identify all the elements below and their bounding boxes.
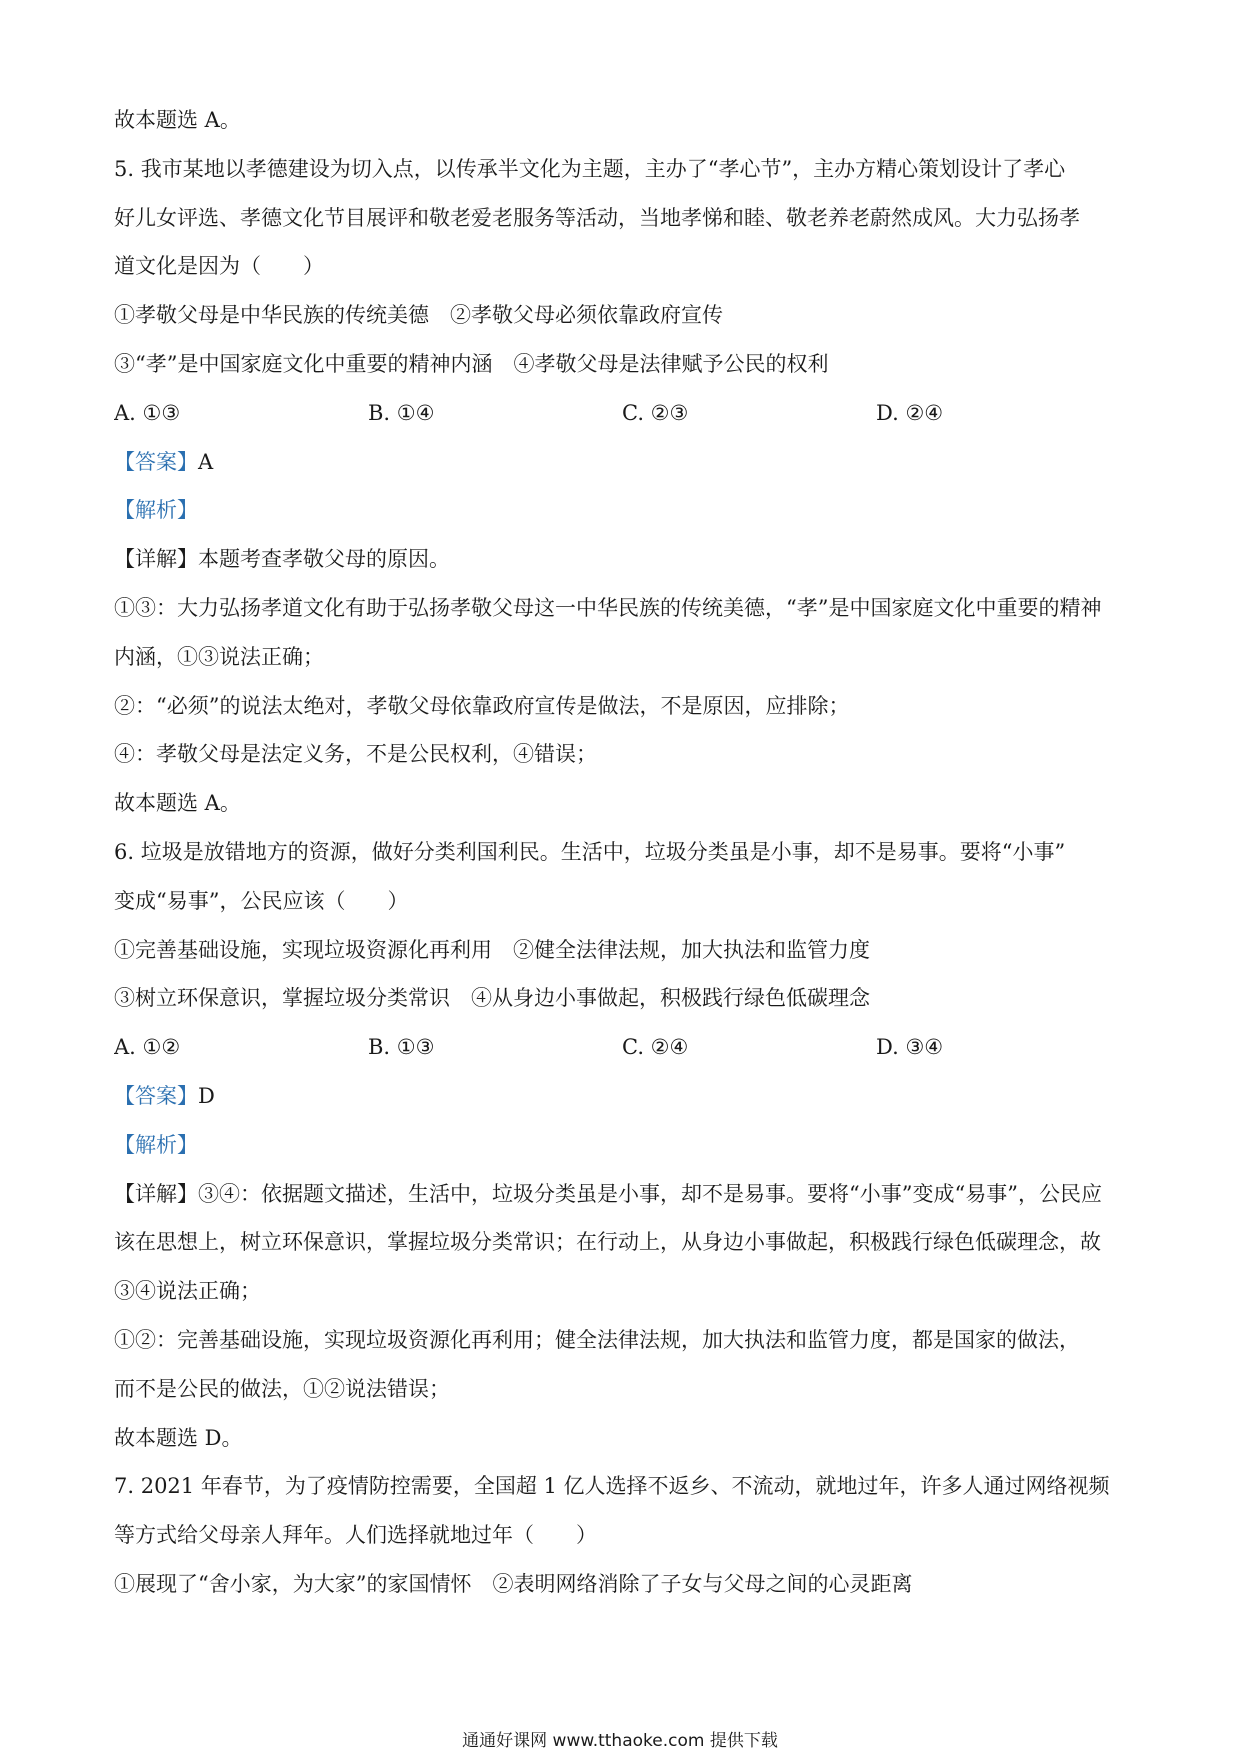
answer-line [114,438,1134,487]
question-5-stem: 5. 我市某地以孝德建设为切入点，以传承半文化为主题，主办了“孝心节”，主办方精心策划设计了孝心 [114,156,1066,181]
detail-line: 内涵，①③说法正确； [114,644,324,669]
detail-line: 【详解】本题考查孝敬父母的原因。 [114,547,450,572]
text-line: 变成“易事”，公民应该（ ） [114,888,409,913]
question-5-options [114,389,1134,438]
option-a: A. ①② [114,1035,181,1060]
text-line: 等方式给父母亲人拜年。人们选择就地过年（ ） [114,1523,597,1548]
detail-line: ④：孝敬父母是法定义务，不是公民权利，④错误； [114,742,597,767]
detail-line: 该在思想上，树立环保意识，掌握垃圾分类常识；在行动上，从身边小事做起，积极践行绿色低碳理念，故 [114,1230,1101,1255]
statement-line: ③“孝”是中国家庭文化中重要的精神内涵 ④孝敬父母是法律赋予公民的权利 [114,351,829,376]
analysis-tag: 【解析】 [114,498,198,523]
question-7-stem: 7. 2021 年春节，为了疫情防控需要，全国超 1 亿人选择不返乡、不流动，就地过年，许多人通过网络视频 [114,1474,1110,1499]
text-line: 好儿女评选、孝德文化节目展评和敬老爱老服务等活动，当地孝悌和睦、敬老养老蔚然成风。大力弘扬孝 [114,205,1080,230]
detail-line: ①③：大力弘扬孝道文化有助于弘扬孝敬父母这一中华民族的传统美德，“孝”是中国家庭文化中重要的精神 [114,595,1102,620]
answer-tag: 【答案】 [114,449,198,474]
statement-line: ①完善基础设施，实现垃圾资源化再利用 ②健全法律法规，加大执法和监管力度 [114,937,870,962]
option-b: B. ①③ [368,1035,435,1060]
detail-line: ①②：完善基础设施，实现垃圾资源化再利用；健全法律法规，加大执法和监管力度，都是国家的做法， [114,1327,1080,1352]
answer-value: A [198,449,214,474]
document-page [114,96,1134,1609]
analysis-tag: 【解析】 [114,1132,198,1157]
answer-value: D [198,1083,215,1108]
text-line: 道文化是因为（ ） [114,254,324,279]
statement-line: ①孝敬父母是中华民族的传统美德 ②孝敬父母必须依靠政府宣传 [114,303,723,328]
option-b: B. ①④ [368,400,435,425]
option-c: C. ②③ [622,400,689,425]
detail-line: 故本题选 A。 [114,791,241,816]
detail-line: 而不是公民的做法，①②说法错误； [114,1376,450,1401]
option-c: C. ②④ [622,1035,689,1060]
text-line: 故本题选 A。 [114,108,241,132]
detail-line: 故本题选 D。 [114,1425,243,1450]
option-d: D. ③④ [876,1035,944,1060]
answer-line [114,1072,1134,1121]
statement-line: ③树立环保意识，掌握垃圾分类常识 ④从身边小事做起，积极践行绿色低碳理念 [114,986,870,1011]
answer-tag: 【答案】 [114,1083,198,1108]
detail-line: ③④说法正确； [114,1279,261,1304]
detail-line: ②：“必须”的说法太绝对，孝敬父母依靠政府宣传是做法，不是原因，应排除； [114,693,850,718]
option-d: D. ②④ [876,400,944,425]
detail-line: 【详解】③④：依据题文描述，生活中，垃圾分类虽是小事，却不是易事。要将“小事”变成“易事”，公民应 [114,1181,1102,1206]
option-a: A. ①③ [114,400,181,425]
statement-line: ①展现了“舍小家，为大家”的家国情怀 ②表明网络消除了子女与父母之间的心灵距离 [114,1571,913,1596]
question-6-stem: 6. 垃圾是放错地方的资源，做好分类利国利民。生活中，垃圾分类虽是小事，却不是易事。要将“小事” [114,839,1066,864]
footer-source: 通通好课网 www.tthaoke.com 提供下载 [462,1731,778,1751]
question-6-options [114,1023,1134,1072]
